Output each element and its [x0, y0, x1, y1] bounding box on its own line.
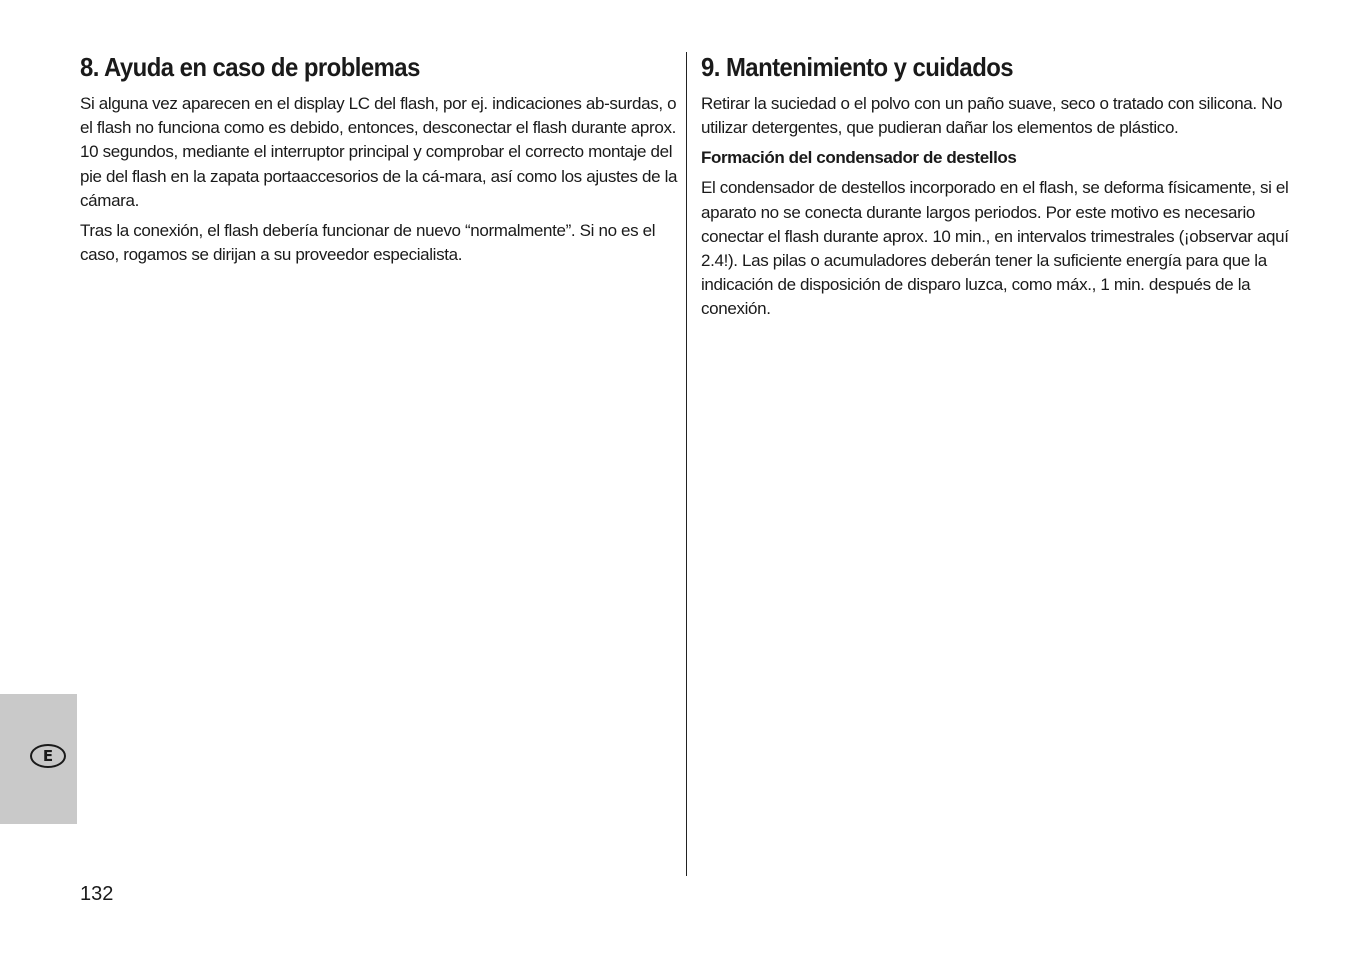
language-badge: E	[30, 744, 66, 768]
flash-capacitor-paragraph: El condensador de destellos incorporado en el flash, se deforma físicamente, si el aparato no se conecta durante largos periodos. Por este motivo es necesario conectar el flash durante aprox. 10 min., en intervalos trimestrales (¡observar aquí 2.4!). Las pilas o acumuladores deberán tener la suficiente energía para que la indicación de disposición de disparo luzca, como máx., 1 min. después de la conexión.	[701, 178, 1289, 319]
section-troubleshooting	[80, 48, 678, 273]
troubleshooting-paragraph-1: Si alguna vez aparecen en el display LC del flash, por ej. indicaciones ab-surdas, o el flash no funciona como es debido, entonces, desconectar el flash durante aprox. 10 segundos, mediante el interruptor principal y comprobar el correcto montaje del pie del flash en la zapata portaaccesorios de la cá-mara, así como los ajustes de la cámara.	[80, 94, 678, 210]
troubleshooting-paragraph-2: Tras la conexión, el flash debería funcionar de nuevo “normalmente”. Si no es el caso, rogamos se dirijan a su proveedor especialista.	[80, 221, 656, 265]
section-maintenance	[701, 48, 1293, 328]
section-heading-troubleshooting: 8. Ayuda en caso de problemas	[80, 52, 420, 82]
subheading-flash-capacitor: Formación del condensador de destellos	[701, 148, 1017, 168]
page-number: 132	[80, 883, 114, 905]
section-heading-maintenance: 9. Mantenimiento y cuidados	[701, 52, 1014, 82]
column-divider	[686, 52, 687, 876]
maintenance-intro-paragraph: Retirar la suciedad o el polvo con un paño suave, seco o tratado con silicona. No utilizar detergentes, que pudieran dañar los elementos de plástico.	[701, 94, 1283, 138]
